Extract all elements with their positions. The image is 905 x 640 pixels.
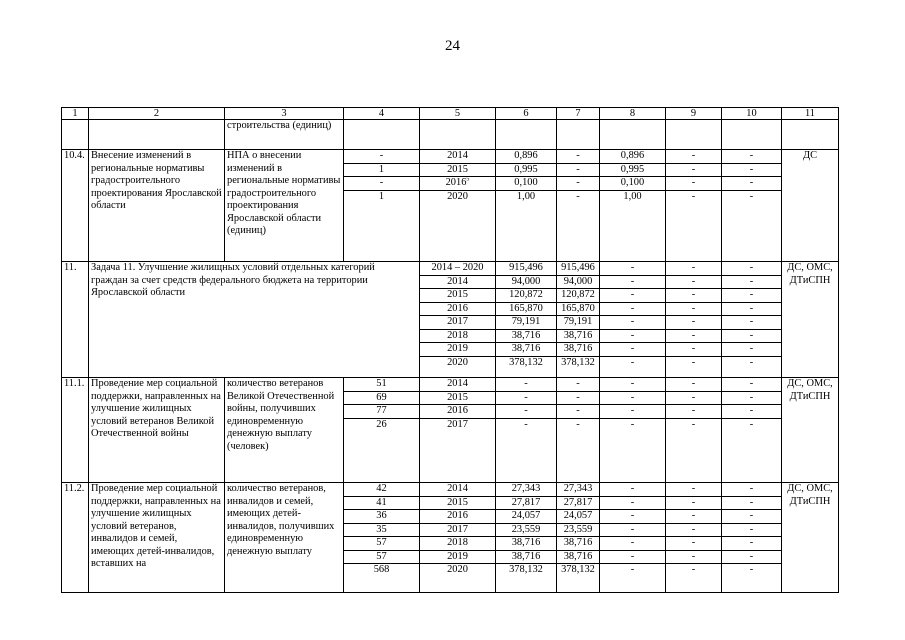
- sub-cell-value: 0,995: [600, 164, 666, 178]
- sub-cell-value: -: [666, 537, 722, 551]
- sub-cell-value: -: [691, 190, 696, 202]
- sub-cell-value: 79,191: [496, 316, 557, 330]
- sub-cell-value: 79,191: [557, 316, 600, 330]
- header-cell: 11: [782, 108, 839, 120]
- header-cell: 2: [89, 108, 225, 120]
- sub-cell-value: 94,000: [496, 276, 557, 290]
- sub-cell-value: 378,132: [561, 564, 595, 575]
- sub-cell-value: 2014: [420, 378, 496, 392]
- sub-cell-value: 165,870: [557, 303, 600, 317]
- sub-cell-value: -: [600, 276, 666, 290]
- sub-cell-value: -: [666, 378, 722, 392]
- sub-cell-value: 2020: [447, 356, 468, 368]
- sub-cell-value: -: [722, 392, 782, 406]
- row-number: 11.2.: [62, 483, 89, 593]
- sub-cell-value: 2018: [420, 330, 496, 344]
- sub-cell-value: -: [666, 392, 722, 406]
- sub-cell-value: -: [722, 330, 782, 344]
- sub-cell-value: 1,00: [623, 190, 642, 202]
- sub-cell-value: -: [722, 164, 782, 178]
- sub-cell-value: 0,896: [600, 150, 666, 164]
- sub-cell-value: 51: [344, 378, 420, 392]
- sub-cell-value: -: [600, 524, 666, 538]
- sub-cell-value: -: [722, 343, 782, 357]
- sub-cell-value: 2016$^5$: [420, 177, 496, 191]
- sub-cell-value: -: [600, 497, 666, 511]
- table-row-11-2: [62, 483, 839, 593]
- other-list: [722, 483, 781, 577]
- sub-cell-value: 2020: [447, 564, 468, 575]
- table-row-continuation: [62, 120, 839, 150]
- sub-cell-value: -: [600, 510, 666, 524]
- sub-cell-value: -: [666, 164, 722, 178]
- table-row-10-4: [62, 150, 839, 262]
- sub-cell-value: -: [496, 378, 557, 392]
- values-list: [344, 150, 419, 203]
- sub-cell-value: 27,343: [496, 483, 557, 497]
- other-list: [722, 378, 781, 431]
- sub-cell-value: -: [666, 262, 722, 276]
- sub-cell-value: 120,872: [496, 289, 557, 303]
- sub-cell-value: -: [666, 497, 722, 511]
- sub-cell-value: 2014 – 2020: [420, 262, 496, 276]
- sub-cell-value: 38,716: [496, 537, 557, 551]
- sub-cell-value: 1,00: [516, 190, 536, 202]
- sub-cell-value: 94,000: [557, 276, 600, 290]
- measure-name: Проведение мер социальной поддержки, направленных на улучшение жилищных условий ветеранов, инвалидов и семей, имеющих детей-инвалидов, вставших на: [89, 483, 225, 593]
- sub-cell-value: -: [722, 303, 782, 317]
- sub-cell-value: -: [691, 564, 696, 575]
- sub-cell-value: 36: [344, 510, 420, 524]
- sub-cell-value: 0,100: [496, 177, 557, 191]
- sub-cell-value: 38,716: [496, 343, 557, 357]
- sub-cell-value: 0,896: [496, 150, 557, 164]
- program-table: [61, 107, 839, 593]
- sub-cell-value: -: [344, 150, 420, 164]
- sub-cell-value: -: [722, 262, 782, 276]
- sub-cell-value: 2017: [420, 524, 496, 538]
- sub-cell-value: -: [749, 418, 754, 430]
- row-number: 10.4.: [62, 150, 89, 262]
- sub-cell-value: 35: [344, 524, 420, 538]
- sub-cell-value: 165,870: [496, 303, 557, 317]
- sub-cell-value: -: [630, 418, 635, 430]
- sub-cell-value: 42: [344, 483, 420, 497]
- header-cell: 3: [225, 108, 344, 120]
- sub-cell-value: -: [496, 392, 557, 406]
- years-list: [420, 483, 495, 577]
- sub-cell-value: -: [557, 177, 600, 191]
- local-list: [666, 150, 721, 203]
- header-cell: 9: [666, 108, 722, 120]
- sub-cell-value: -: [666, 276, 722, 290]
- sub-cell-value: -: [576, 190, 580, 202]
- header-cell: 10: [722, 108, 782, 120]
- executor-cell: ДС, ОМС, ДТиСПН: [782, 262, 839, 378]
- sub-cell-value: 2015: [420, 392, 496, 406]
- sub-cell-value: -: [600, 343, 666, 357]
- sub-cell-value: 57: [344, 551, 420, 565]
- sub-cell-value: -: [691, 356, 696, 368]
- sub-cell-value: -: [630, 356, 635, 368]
- sub-cell-value: -: [666, 289, 722, 303]
- header-cell: 6: [496, 108, 557, 120]
- sub-cell-value: 2016: [420, 510, 496, 524]
- regional-list: [600, 262, 665, 369]
- sub-cell-value: -: [749, 190, 754, 202]
- years-list: [420, 378, 495, 431]
- sub-cell-value: -: [666, 483, 722, 497]
- sub-cell-value: 38,716: [557, 551, 600, 565]
- sub-cell-value: 2014: [420, 276, 496, 290]
- sub-cell-value: -: [722, 537, 782, 551]
- sub-cell-value: 2020: [447, 190, 468, 202]
- sub-cell-value: 57: [344, 537, 420, 551]
- sub-cell-value: -: [722, 316, 782, 330]
- sub-cell-value: -: [600, 405, 666, 419]
- sub-cell-value: -: [600, 316, 666, 330]
- sub-cell-value: -: [666, 343, 722, 357]
- sub-cell-value: -: [722, 524, 782, 538]
- sub-cell-value: -: [722, 177, 782, 191]
- sub-cell-value: -: [600, 289, 666, 303]
- sub-cell-value: -: [557, 150, 600, 164]
- indicator-cell: НПА о внесении изменений в региональные нормативы градостроительного проектирования Ярославской области (единиц): [225, 150, 344, 262]
- sub-cell-value: -: [666, 524, 722, 538]
- local-list: [666, 262, 721, 369]
- sub-cell-value: 2014: [420, 150, 496, 164]
- total-list: [496, 262, 556, 369]
- federal-list: [557, 262, 599, 369]
- sub-cell-value: 38,716: [557, 330, 600, 344]
- years-list: [420, 150, 495, 203]
- sub-cell-value: 27,817: [557, 497, 600, 511]
- indicator-cell: количество ветеранов, инвалидов и семей, имеющих детей-инвалидов, получивших единовременную денежную выплату: [225, 483, 344, 593]
- sub-cell-value: -: [600, 303, 666, 317]
- sub-cell-value: 915,496: [557, 262, 600, 276]
- indicator-cell: количество ветеранов Великой Отечественной войны, получивших единовременную денежную выплату (человек): [225, 378, 344, 483]
- sub-cell-value: 38,716: [557, 537, 600, 551]
- sub-cell-value: 378,132: [509, 356, 543, 368]
- sub-cell-value: 2016: [420, 303, 496, 317]
- sub-cell-value: -: [666, 330, 722, 344]
- sub-cell-value: 378,132: [561, 356, 595, 368]
- sub-cell-value: 2019: [420, 551, 496, 565]
- sub-cell-value: -: [524, 418, 528, 430]
- indicator-cell: строительства (единиц): [225, 120, 344, 150]
- header-cell: 5: [420, 108, 496, 120]
- total-list: [496, 378, 556, 431]
- total-list: [496, 483, 556, 577]
- sub-cell-value: -: [600, 551, 666, 565]
- federal-list: [557, 150, 599, 203]
- page-number: 24: [445, 38, 460, 54]
- sub-cell-value: -: [666, 405, 722, 419]
- row-number: 11.1.: [62, 378, 89, 483]
- regional-list: [600, 150, 665, 203]
- sub-cell-value: 0,100: [600, 177, 666, 191]
- table-row-11-1: [62, 378, 839, 483]
- sub-cell-value: -: [666, 303, 722, 317]
- other-list: [722, 150, 781, 203]
- sub-cell-value: -: [557, 392, 600, 406]
- sub-cell-value: -: [600, 378, 666, 392]
- sub-cell-value: -: [722, 405, 782, 419]
- sub-cell-value: 568: [373, 564, 390, 575]
- row-number: 11.: [62, 262, 89, 378]
- sub-cell-value: 26: [376, 418, 387, 430]
- sub-cell-value: 378,132: [509, 564, 543, 575]
- header-cell: 7: [557, 108, 600, 120]
- sub-cell-value: 120,872: [557, 289, 600, 303]
- sub-cell-value: 77: [344, 405, 420, 419]
- table-header-row: [62, 108, 839, 120]
- sub-cell-value: 2017: [447, 418, 468, 430]
- other-list: [722, 262, 781, 369]
- sub-cell-value: 0,995: [496, 164, 557, 178]
- sub-cell-value: 2019: [420, 343, 496, 357]
- header-cell: 8: [600, 108, 666, 120]
- total-list: [496, 150, 556, 203]
- local-list: [666, 483, 721, 577]
- sub-cell-value: 2015: [420, 289, 496, 303]
- sub-cell-value: -: [722, 378, 782, 392]
- sub-cell-value: -: [691, 418, 696, 430]
- sub-cell-value: 41: [344, 497, 420, 511]
- executor-cell: ДС: [782, 150, 839, 262]
- sub-cell-value: -: [722, 497, 782, 511]
- sub-cell-value: -: [749, 564, 754, 575]
- sub-cell-value: 23,559: [496, 524, 557, 538]
- executor-cell: ДС, ОМС, ДТиСПН: [782, 483, 839, 593]
- sub-cell-value: -: [722, 276, 782, 290]
- sub-cell-value: 24,057: [557, 510, 600, 524]
- task-name: Задача 11. Улучшение жилищных условий отдельных категорий граждан за счет средств федерального бюджета на территории Ярославской области: [89, 262, 420, 378]
- sub-cell-value: 27,343: [557, 483, 600, 497]
- sub-cell-value: -: [666, 177, 722, 191]
- sub-cell-value: 1: [378, 190, 385, 202]
- header-cell: 1: [62, 108, 89, 120]
- sub-cell-value: -: [600, 392, 666, 406]
- federal-list: [557, 378, 599, 431]
- sub-cell-value: -: [576, 418, 580, 430]
- sub-cell-value: -: [722, 510, 782, 524]
- sub-cell-value: -: [630, 564, 635, 575]
- sub-cell-value: 2015: [420, 497, 496, 511]
- sub-cell-value: -: [557, 164, 600, 178]
- sub-cell-value: -: [600, 483, 666, 497]
- sub-cell-value: -: [722, 150, 782, 164]
- sub-cell-value: -: [666, 150, 722, 164]
- regional-list: [600, 483, 665, 577]
- sub-cell-value: -: [600, 330, 666, 344]
- sub-cell-value: 24,057: [496, 510, 557, 524]
- years-list: [420, 262, 495, 369]
- sub-cell-value: -: [722, 289, 782, 303]
- sub-cell-value: -: [344, 177, 420, 191]
- sub-cell-value: -: [666, 551, 722, 565]
- sub-cell-value: 915,496: [496, 262, 557, 276]
- sub-cell-value: 2016: [420, 405, 496, 419]
- values-list: [344, 378, 419, 431]
- sub-cell-value: -: [749, 356, 754, 368]
- sub-cell-value: 23,559: [557, 524, 600, 538]
- sub-cell-value: 1: [344, 164, 420, 178]
- measure-name: Внесение изменений в региональные нормативы градостроительного проектирования Ярославской области: [89, 150, 225, 262]
- sub-cell-value: 2018: [420, 537, 496, 551]
- sub-cell-value: 38,716: [496, 330, 557, 344]
- sub-cell-value: 2015: [420, 164, 496, 178]
- table-row-11: [62, 262, 839, 378]
- measure-name: Проведение мер социальной поддержки, направленных на улучшение жилищных условий ветеранов Великой Отечественной войны: [89, 378, 225, 483]
- sub-cell-value: -: [496, 405, 557, 419]
- sub-cell-value: 2017: [420, 316, 496, 330]
- sub-cell-value: -: [722, 551, 782, 565]
- sub-cell-value: 38,716: [496, 551, 557, 565]
- regional-list: [600, 378, 665, 431]
- sub-cell-value: -: [557, 405, 600, 419]
- local-list: [666, 378, 721, 431]
- sub-cell-value: -: [600, 262, 666, 276]
- footnote-mark: 5: [466, 176, 470, 183]
- sub-cell-value: -: [666, 316, 722, 330]
- sub-cell-value: -: [666, 510, 722, 524]
- federal-list: [557, 483, 599, 577]
- executor-cell: ДС, ОМС, ДТиСПН: [782, 378, 839, 483]
- sub-cell-value: 27,817: [496, 497, 557, 511]
- sub-cell-value: 38,716: [557, 343, 600, 357]
- sub-cell-value: 69: [344, 392, 420, 406]
- sub-cell-value: -: [722, 483, 782, 497]
- sub-cell-value: -: [557, 378, 600, 392]
- sub-cell-value: 2014: [420, 483, 496, 497]
- values-list: [344, 483, 419, 577]
- sub-cell-value: -: [600, 537, 666, 551]
- header-cell: 4: [344, 108, 420, 120]
